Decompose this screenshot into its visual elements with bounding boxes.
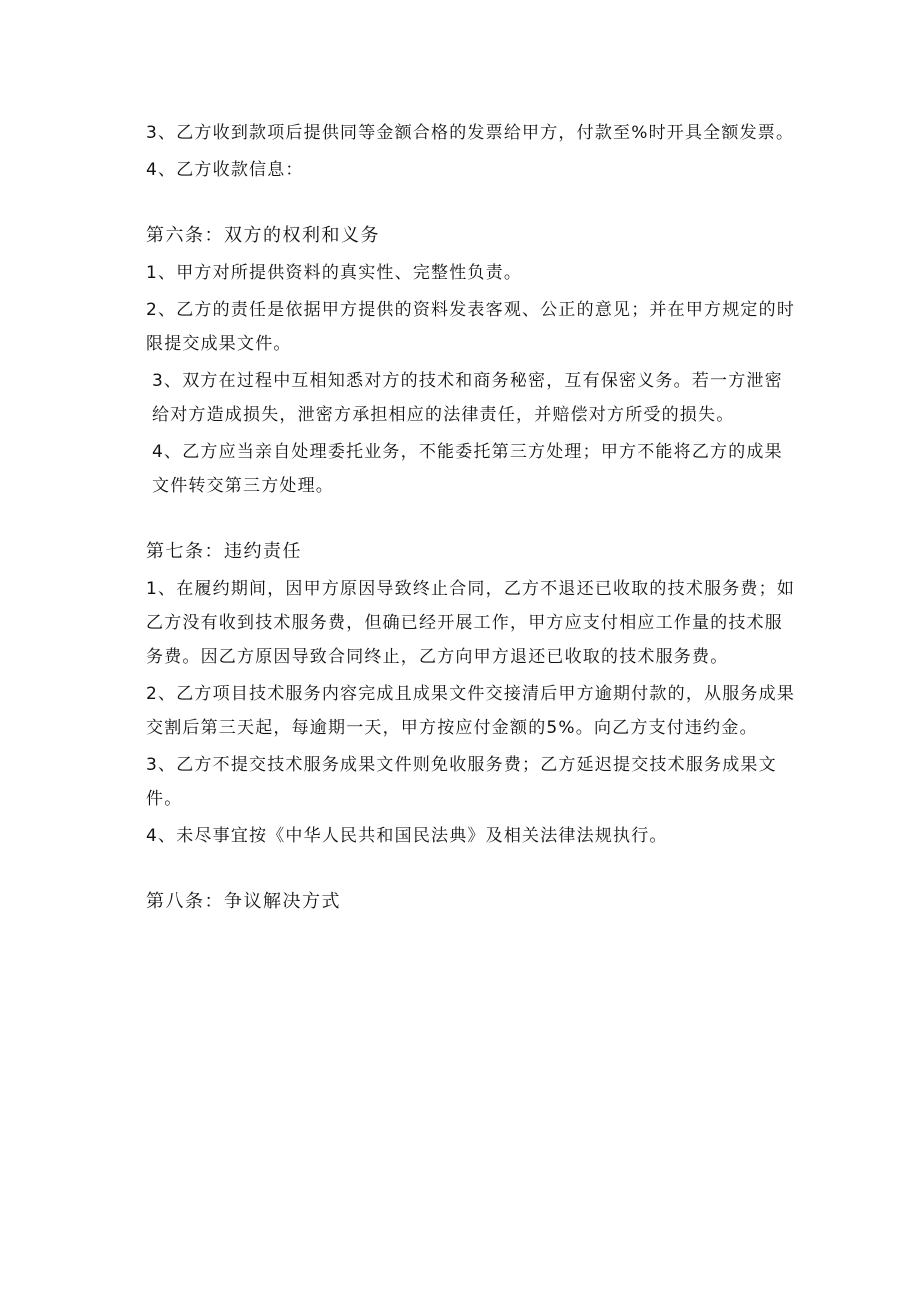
- liability-clause-4: 4、未尽事宜按《中华人民共和国民法典》及相关法律法规执行。: [146, 826, 668, 846]
- section-liability: [146, 535, 796, 853]
- section-heading-7: 第七条：违约责任: [146, 541, 302, 562]
- payment-invoice-clause: 3、乙方收到款项后提供同等金额合格的发票给甲方，付款至%时开具全额发票。: [146, 123, 795, 143]
- section-heading-6: 第六条：双方的权利和义务: [146, 225, 380, 246]
- rights-clause-1: 1、甲方对所提供资料的真实性、完整性负责。: [146, 263, 523, 283]
- section-rights-obligations: [146, 219, 796, 503]
- rights-clause-4: 4、乙方应当亲自处理委托业务，不能委托第三方处理；甲方不能将乙方的成果文件转交第三方处理。: [152, 442, 783, 496]
- payee-info-clause: 4、乙方收款信息：: [146, 160, 304, 180]
- document-content: [146, 116, 796, 922]
- rights-clause-2: 2、乙方的责任是依据甲方提供的资料发表客观、公正的意见；并在甲方规定的时限提交成果文件。: [146, 300, 796, 354]
- section-heading-8: 第八条：争议解决方式: [146, 891, 341, 912]
- rights-clause-3: 3、双方在过程中互相知悉对方的技术和商务秘密，互有保密义务。若一方泄密给对方造成损失，泄密方承担相应的法律责任，并赔偿对方所受的损失。: [152, 371, 783, 425]
- liability-clause-2: 2、乙方项目技术服务内容完成且成果文件交接清后甲方逾期付款的，从服务成果交割后第三天起，每逾期一天，甲方按应付金额的5%。向乙方支付违约金。: [146, 684, 796, 738]
- section-dispute-resolution: [146, 885, 796, 919]
- liability-clause-3: 3、乙方不提交技术服务成果文件则免收服务费；乙方延迟提交技术服务成果文件。: [146, 755, 777, 809]
- liability-clause-1: 1、在履约期间，因甲方原因导致终止合同，乙方不退还已收取的技术服务费；如乙方没有收到技术服务费，但确已经开展工作，甲方应支付相应工作量的技术服务费。因乙方原因导致合同终止，乙方向甲方退还已收取的技术服务费。: [146, 579, 796, 667]
